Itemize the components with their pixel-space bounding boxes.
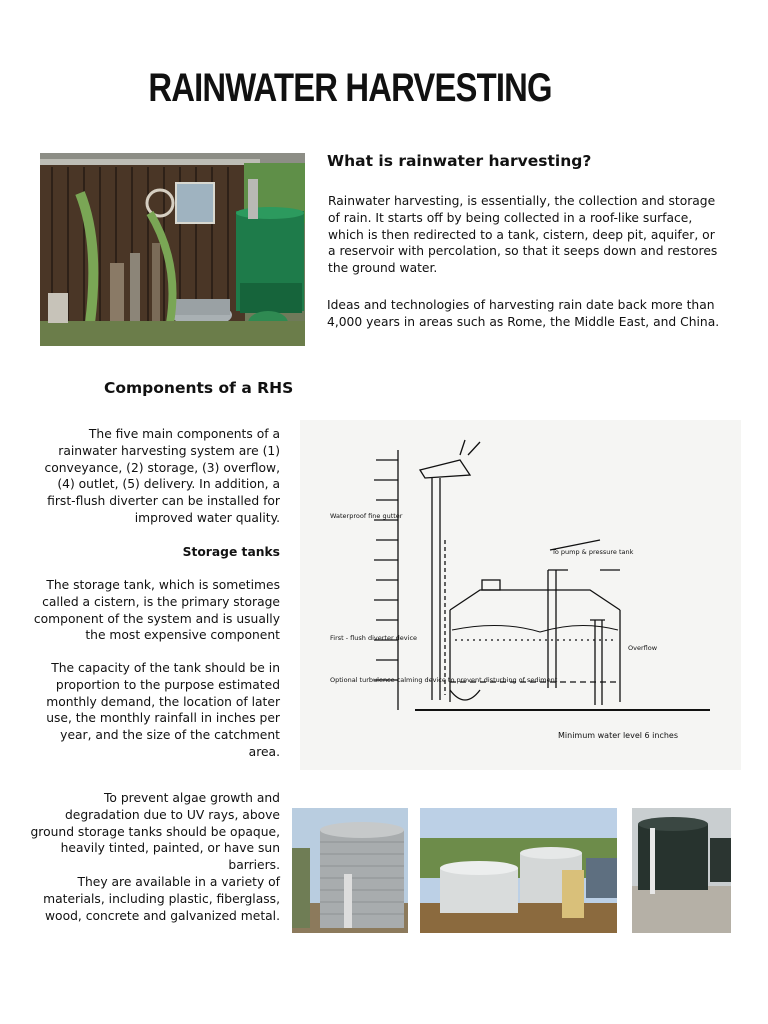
- subheading-storage-tanks: Storage tanks: [182, 545, 280, 559]
- storage-paragraph-3: To prevent algae growth and degradation due to UV rays, above ground storage tanks should be opaque, heavily tinted, painted, or have sun barriers.: [30, 791, 280, 873]
- galvanized-tank-photo: [292, 808, 408, 933]
- label-first-flush: First - flush diverter device: [330, 634, 418, 642]
- label-calming-device: Optional turbulence calming device to prevent disturbing of sediment: [330, 676, 558, 684]
- label-overflow: Overflow: [628, 644, 658, 652]
- intro-paragraph-1: Rainwater harvesting, is essentially, the collection and storage of rain. It starts off by being collected in a roof-like surface, which is then redirected to a tank, cistern, deep pit, aquifer, or a reservoir with percolation, so that it seeps down and restores the ground water.: [328, 194, 718, 276]
- label-minimum-water-level: Minimum water level 6 inches: [558, 731, 679, 740]
- storage-paragraph-4: They are available in a variety of materials, including plastic, fiberglass, wood, concrete and galvanized metal.: [43, 875, 280, 923]
- components-paragraph: The five main components of a rainwater harvesting system are (1) conveyance, (2) storage, (3) overflow, (4) outlet, (5) delivery. In addition, a first-flush diverter can be installed for improved water quality.: [44, 427, 280, 525]
- intro-paragraph-2: Ideas and technologies of harvesting rain date back more than 4,000 years in areas such as Rome, the Middle East, and China.: [327, 298, 720, 329]
- storage-paragraph-1: The storage tank, which is sometimes called a cistern, is the primary storage component of the system and is usually the most expensive component: [33, 578, 280, 643]
- section-heading-what-is: What is rainwater harvesting?: [327, 152, 592, 170]
- label-pump: To pump & pressure tank: [552, 548, 634, 556]
- section-heading-components: Components of a RHS: [104, 379, 294, 397]
- dark-tanks-photo: [632, 808, 731, 933]
- rainwater-system-sketch: [300, 420, 741, 770]
- label-waterproof-gutter: Waterproof fine gutter: [330, 512, 403, 520]
- page-title: RAINWATER HARVESTING: [148, 66, 552, 110]
- storage-paragraph-2: The capacity of the tank should be in proportion to the purpose estimated monthly demand, the location of later use, the monthly rainfall in inches per year, and the size of the catchment area.: [46, 661, 280, 759]
- white-tanks-photo: [420, 808, 617, 933]
- garden-shed-photo: [40, 153, 305, 346]
